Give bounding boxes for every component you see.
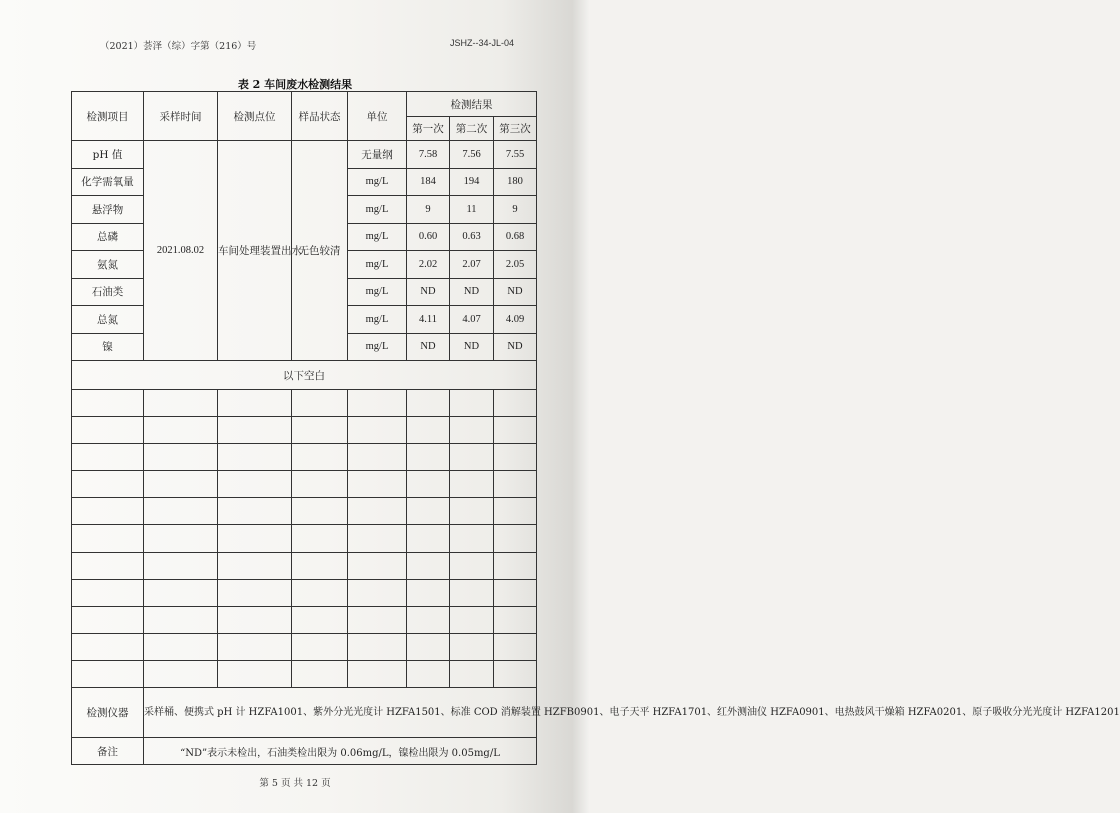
unit-cell: mg/L: [348, 251, 407, 279]
empty-cell: [450, 579, 494, 606]
empty-cell: [494, 417, 537, 444]
empty-row: [72, 579, 537, 606]
result-second-cell: 11: [450, 196, 494, 224]
empty-cell: [218, 660, 292, 687]
result-third-cell: 9: [494, 196, 537, 224]
empty-cell: [292, 498, 348, 525]
col-header-third: 第三次: [494, 117, 537, 141]
result-first-cell: ND: [407, 333, 450, 361]
empty-cell: [407, 444, 450, 471]
empty-cell: [72, 471, 144, 498]
empty-cell: [494, 471, 537, 498]
empty-cell: [494, 606, 537, 633]
empty-row: [72, 552, 537, 579]
unit-cell: mg/L: [348, 196, 407, 224]
empty-cell: [348, 579, 407, 606]
empty-cell: [218, 633, 292, 660]
empty-cell: [407, 579, 450, 606]
empty-cell: [72, 498, 144, 525]
empty-cell: [348, 633, 407, 660]
remarks-row: [72, 738, 537, 765]
empty-cell: [218, 606, 292, 633]
col-header-state: 样品状态: [292, 92, 348, 141]
result-first-cell: 9: [407, 196, 450, 224]
result-first-cell: 184: [407, 168, 450, 196]
empty-cell: [292, 633, 348, 660]
item-cell: 总磷: [72, 223, 144, 251]
empty-cell: [292, 552, 348, 579]
result-first-cell: 0.60: [407, 223, 450, 251]
empty-cell: [407, 471, 450, 498]
empty-row: [72, 633, 537, 660]
unit-cell: mg/L: [348, 278, 407, 306]
result-third-cell: 4.09: [494, 306, 537, 334]
empty-cell: [450, 525, 494, 552]
empty-cell: [144, 660, 218, 687]
blank-note: 以下空白: [72, 361, 537, 390]
instruments-label: 检测仪器: [72, 688, 144, 738]
empty-row: [72, 606, 537, 633]
empty-cell: [292, 660, 348, 687]
col-header-unit: 单位: [348, 92, 407, 141]
empty-cell: [144, 417, 218, 444]
empty-cell: [218, 579, 292, 606]
empty-cell: [348, 444, 407, 471]
empty-cell: [450, 633, 494, 660]
empty-cell: [144, 552, 218, 579]
empty-row: [72, 417, 537, 444]
empty-cell: [218, 417, 292, 444]
document-reference: （2021）荟泽（综）字第（216）号: [100, 41, 257, 52]
empty-row: [72, 498, 537, 525]
result-second-cell: ND: [450, 278, 494, 306]
result-third-cell: 7.55: [494, 141, 537, 169]
empty-row: [72, 390, 537, 417]
result-first-cell: ND: [407, 278, 450, 306]
empty-cell: [72, 444, 144, 471]
empty-cell: [450, 660, 494, 687]
empty-cell: [348, 471, 407, 498]
item-cell: 镍: [72, 333, 144, 361]
empty-cell: [450, 417, 494, 444]
empty-cell: [494, 525, 537, 552]
result-first-cell: 2.02: [407, 251, 450, 279]
results-table: [71, 91, 1120, 765]
col-header-first: 第一次: [407, 117, 450, 141]
empty-cell: [72, 660, 144, 687]
empty-cell: [218, 444, 292, 471]
empty-row: [72, 471, 537, 498]
sample-state-cell: 无色较清: [292, 141, 348, 361]
empty-cell: [218, 525, 292, 552]
empty-cell: [494, 579, 537, 606]
empty-cell: [450, 606, 494, 633]
item-cell: 悬浮物: [72, 196, 144, 224]
empty-cell: [348, 417, 407, 444]
empty-cell: [348, 552, 407, 579]
unit-cell: mg/L: [348, 168, 407, 196]
empty-cell: [292, 390, 348, 417]
empty-cell: [218, 498, 292, 525]
empty-cell: [450, 444, 494, 471]
empty-cell: [407, 417, 450, 444]
table-title: 表 2 车间废水检测结果: [237, 78, 353, 91]
empty-cell: [450, 390, 494, 417]
empty-cell: [72, 606, 144, 633]
empty-row: [72, 444, 537, 471]
empty-cell: [407, 660, 450, 687]
table-row: [72, 141, 537, 169]
empty-cell: [450, 552, 494, 579]
result-first-cell: 7.58: [407, 141, 450, 169]
form-code: JSHZ--34-JL-04: [450, 38, 515, 48]
empty-cell: [450, 498, 494, 525]
unit-cell: mg/L: [348, 333, 407, 361]
instruments-row: [72, 688, 537, 738]
empty-cell: [72, 525, 144, 552]
empty-cell: [494, 498, 537, 525]
item-cell: 化学需氧量: [72, 168, 144, 196]
empty-cell: [218, 471, 292, 498]
empty-row: [72, 525, 537, 552]
result-second-cell: 0.63: [450, 223, 494, 251]
empty-cell: [450, 471, 494, 498]
empty-cell: [144, 525, 218, 552]
empty-cell: [407, 633, 450, 660]
empty-cell: [348, 525, 407, 552]
empty-cell: [218, 552, 292, 579]
empty-cell: [348, 498, 407, 525]
empty-cell: [72, 390, 144, 417]
result-second-cell: 4.07: [450, 306, 494, 334]
unit-cell: 无量纲: [348, 141, 407, 169]
empty-cell: [494, 390, 537, 417]
sampling-time-cell: 2021.08.02: [144, 141, 218, 361]
empty-cell: [218, 390, 292, 417]
empty-row: [72, 660, 537, 687]
empty-cell: [407, 606, 450, 633]
empty-cell: [144, 471, 218, 498]
empty-cell: [348, 606, 407, 633]
result-third-cell: 180: [494, 168, 537, 196]
empty-cell: [144, 633, 218, 660]
empty-cell: [348, 390, 407, 417]
result-second-cell: ND: [450, 333, 494, 361]
col-header-results: 检测结果: [407, 92, 537, 117]
empty-cell: [494, 552, 537, 579]
empty-cell: [144, 498, 218, 525]
item-cell: 石油类: [72, 278, 144, 306]
remarks-label: 备注: [72, 738, 144, 765]
result-third-cell: ND: [494, 333, 537, 361]
item-cell: 总氮: [72, 306, 144, 334]
empty-cell: [292, 606, 348, 633]
empty-cell: [144, 579, 218, 606]
empty-cell: [407, 390, 450, 417]
col-header-second: 第二次: [450, 117, 494, 141]
empty-cell: [292, 444, 348, 471]
empty-cell: [292, 417, 348, 444]
item-cell: pH 值: [72, 141, 144, 169]
unit-cell: mg/L: [348, 223, 407, 251]
empty-cell: [72, 552, 144, 579]
col-header-time: 采样时间: [144, 92, 218, 141]
sampling-point-cell: 车间处理装置出水: [218, 141, 292, 361]
empty-cell: [407, 552, 450, 579]
blank-note-row: [72, 361, 537, 390]
empty-cell: [494, 444, 537, 471]
result-second-cell: 2.07: [450, 251, 494, 279]
result-third-cell: ND: [494, 278, 537, 306]
page-number: 第 5 页 共 12 页: [259, 778, 331, 789]
empty-cell: [144, 606, 218, 633]
empty-cell: [72, 579, 144, 606]
empty-cell: [292, 471, 348, 498]
result-first-cell: 4.11: [407, 306, 450, 334]
empty-cell: [72, 417, 144, 444]
empty-cell: [494, 633, 537, 660]
result-third-cell: 0.68: [494, 223, 537, 251]
result-second-cell: 7.56: [450, 141, 494, 169]
empty-cell: [494, 660, 537, 687]
empty-cell: [292, 579, 348, 606]
col-header-point: 检测点位: [218, 92, 292, 141]
item-cell: 氨氮: [72, 251, 144, 279]
remarks-text: “ND”表示未检出，石油类检出限为 0.06mg/L，镍检出限为 0.05mg/L: [144, 738, 537, 765]
empty-cell: [407, 498, 450, 525]
empty-cell: [292, 525, 348, 552]
empty-cell: [348, 660, 407, 687]
col-header-item: 检测项目: [72, 92, 144, 141]
empty-cell: [72, 633, 144, 660]
empty-cell: [144, 444, 218, 471]
instruments-text: 采样桶、便携式 pH 计 HZFA1001、紫外分光光度计 HZFA1501、标准 COD 消解装置 HZFB0901、电子天平 HZFA1701、红外测油仪 HZFA0901、电热鼓风干燥箱 HZFA0201、原子吸收分光光度计 HZFA1201: [144, 688, 537, 738]
result-second-cell: 194: [450, 168, 494, 196]
empty-cell: [144, 390, 218, 417]
result-third-cell: 2.05: [494, 251, 537, 279]
unit-cell: mg/L: [348, 306, 407, 334]
empty-cell: [407, 525, 450, 552]
